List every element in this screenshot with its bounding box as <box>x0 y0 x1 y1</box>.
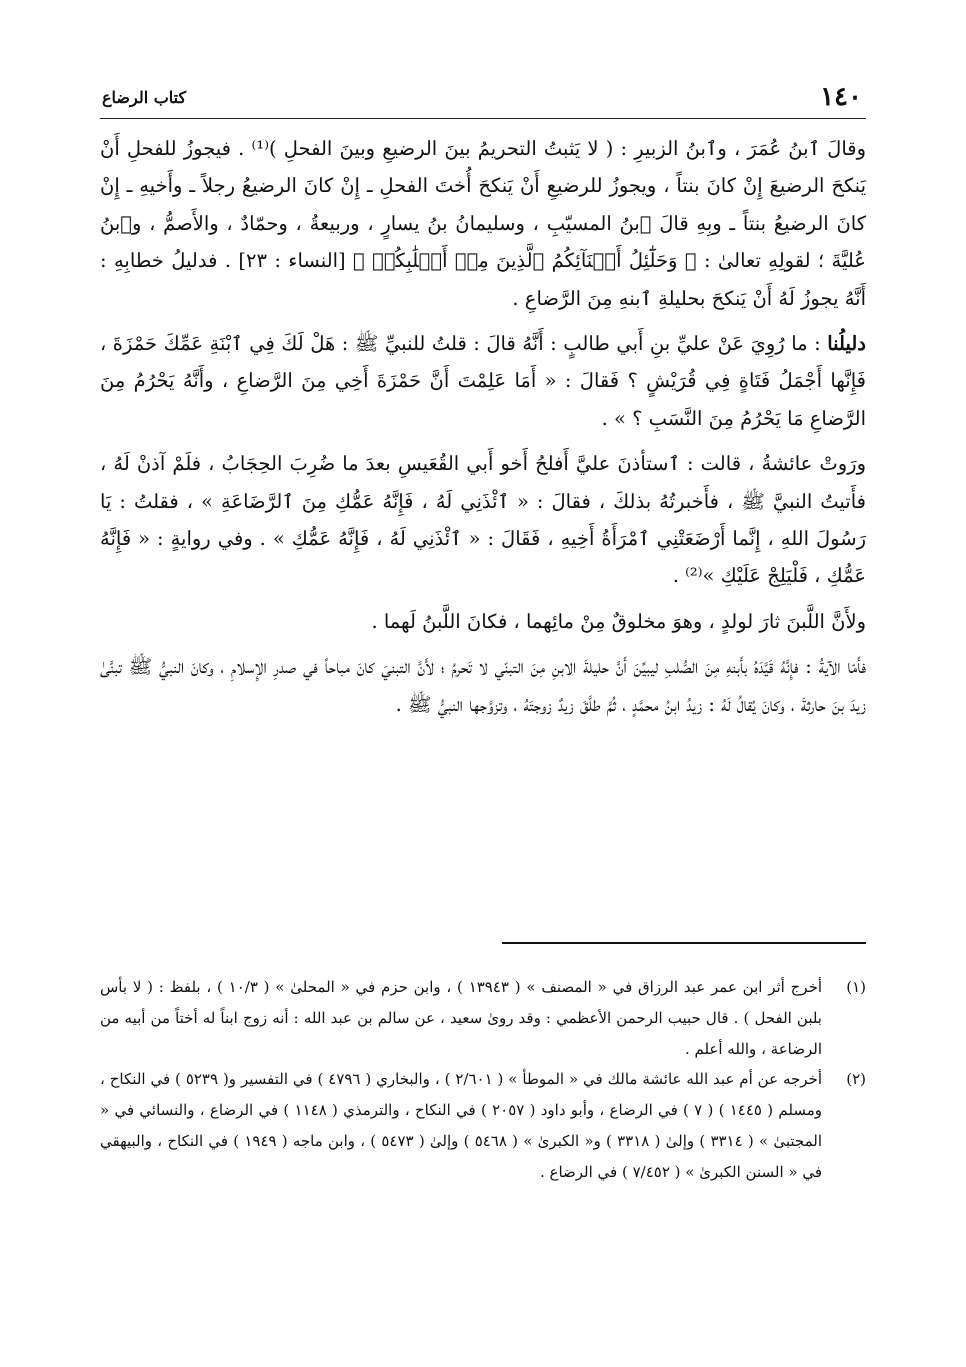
paragraph-4: ولأَنَّ اللَّبنَ ثارَ لولدٍ ، وهوَ مخلوقٌ مِنْ مائِهما ، فكانَ اللَّبنُ لَهما . <box>371 609 866 633</box>
footnote-text: أخرج أثر ابن عمر عبد الرزاق في « المصنف » ( ١٣٩٤٣ ) ، وابن حزم في « المحلىٰ » ( ١٠/٣ ) ، بلفظ : ( لا بأس بلبن الفحل ) . قال حبيب الرحمن الأعظمي : وقد روىٰ سعيد ، عن سالم بن عبد الله : أنه زوج ابناً له أختاً من أبيه من الرضاعة ، والله أعلم . <box>100 978 823 1058</box>
paragraph-3: ورَوتْ عائشةُ ، قالت : ٱستأذنَ عليَّ أَفلحُ أَخو أَبي القُعَيسِ بعدَ ما ضُرِبَ الحِجَابُ ، فلَمْ آذنْ لَهُ ، فأَتيتُ النبيَّ ﷺ ، فأَخبرتُهُ بذلكَ ، فقالَ : « ٱئْذَنِي لَهُ ، فَإِنَّهُ عَمُّكِ مِنَ ٱلرَّضَاعَةِ » ، فقلتُ : يَا رَسُولَ اللهِ ، إِنَّما أَرْضَعَتْنِي ٱمْرَأَةُ أَخِيهِ ، فَقَالَ : « ٱئْذَنِي لَهُ ، فَإِنَّهُ عَمُّكِ » . وفي روايةٍ : « فَإِنَّهُ عَمُّكِ ، فَلْيَلِجْ عَلَيْكِ »⁽²⁾ . <box>100 452 866 588</box>
main-text <box>100 130 866 731</box>
paragraph-5: فأَمّا الآيةُ : فإِنَّهُ قَيَّدَهُ بأَبنهِ مِنَ الصُّلبِ ليبيِّنَ أَنَّ حليلةَ الابنِ مِنَ التبنّي لا تَحرمُ ؛ لأَنَّ التبنيَ كانَ مباحاً في صدرِ الإِسلامِ ، وكانَ النبيُّ ﷺ تبنَّىٰ زيدَ بنَ حارثةَ ، وكانَ يُقالُ لَهُ : زيدُ ابنُ محمَّدٍ ، ثُمَّ طلَّقَ زيدٌ زوجتَهُ ، وتزوَّجها النبيُّ ﷺ . <box>100 655 866 716</box>
footnote-separator <box>502 942 866 944</box>
footnote-marker: (٢) <box>846 1070 866 1089</box>
paragraph-2 <box>100 325 866 437</box>
footnotes <box>100 972 866 1188</box>
footnote-marker: (١) <box>846 978 866 996</box>
footnote-text: أخرجه عن أم عبد الله عائشة مالك في « الموطأ » ( ٢/٦٠١ ) ، والبخاري ( ٤٧٩٦ ) في التفسير و( ٥٢٣٩ ) في النكاح ، ومسلم ( ١٤٤٥ ) ( ٧ ) في الرضاع ، وأبو داود ( ٢٠٥٧ ) في النكاح ، والترمذي ( ١١٤٨ ) في الرضاع ، والنسائي في « المجتبىٰ » ( ٣٣١٤ ) وإلىٰ ( ٣٣١٨ ) و« الكبرىٰ » ( ٥٤٦٨ ) وإلىٰ ( ٥٤٧٣ ) ، وابن ماجه ( ١٩٤٩ ) في النكاح ، والبيهقي في « السنن الكبرىٰ » ( ٧/٤٥٢ ) في الرضاع . <box>100 1070 823 1181</box>
page-header <box>100 80 866 119</box>
page-number: ١٤٠ <box>820 82 862 112</box>
paragraph-1: وقالَ ٱبنُ عُمَرَ ، وٱبنُ الزبيرِ : ( لا يَثبتُ التحريمُ بينَ الرضيعِ وبينَ الفحلِ )⁽¹⁾ . فيجوزُ للفحلِ أَنْ يَنكحَ الرضيعَ إِنْ كانَ بنتاً ، ويجوزُ للرضيعِ أَنْ يَنكحَ أُختَ الفحلِ ـ إِنْ كانَ الرضيعُ رجلاً ـ وأَخيهِ ـ إِنْ كانَ الرضيعُ بنتاً ـ وبِهِ قالَ ٱبنُ المسيّبِ ، وسليمانُ بنُ يسارٍ ، وربيعةُ ، وحمّادٌ ، والأَصمُّ ، وٱبنُ عُليَّةَ ؛ لقولِهِ تعالىٰ : ﴿ وَحَلَٰٓئِلُ أَبۡنَآئِكُمُ ٱلَّذِينَ مِنۡ أَصۡلَٰبِكُمۡ ﴾ [النساء : ٢٣] . فدليلُ خطابِهِ : أَنَّهُ يجوزُ لَهُ أَنْ يَنكحَ بحليلةِ ٱبنهِ مِنَ الرَّضاعِ . <box>100 137 866 310</box>
footnote-2 <box>100 1064 866 1187</box>
footnote-1 <box>100 972 866 1064</box>
paragraph-2-text: : ما رُوِيَ عَنْ عليِّ بنِ أَبي طالبٍ : أَنَّهُ قالَ : قلتُ للنبيِّ ﷺ : هَلْ لَكَ فِي ٱبْنَةِ عَمِّكَ حَمْزَةَ ، فَإِنَّها أَجْمَلُ فَتَاةٍ فِي قُرَيْشٍ ؟ فَقالَ : « أَمَا عَلِمْتَ أَنَّ حَمْزَةَ أَخِي مِنَ الرَّضاعِ ، وأَنَّهُ يَحْرُمُ مِنَ الرَّضاعِ مَا يَحْرُمُ مِنَ النَّسَبِ ؟ » . <box>100 332 866 430</box>
paragraph-2-lead: دليلُنا <box>827 332 866 356</box>
running-title: كتاب الرضاع <box>102 88 187 107</box>
